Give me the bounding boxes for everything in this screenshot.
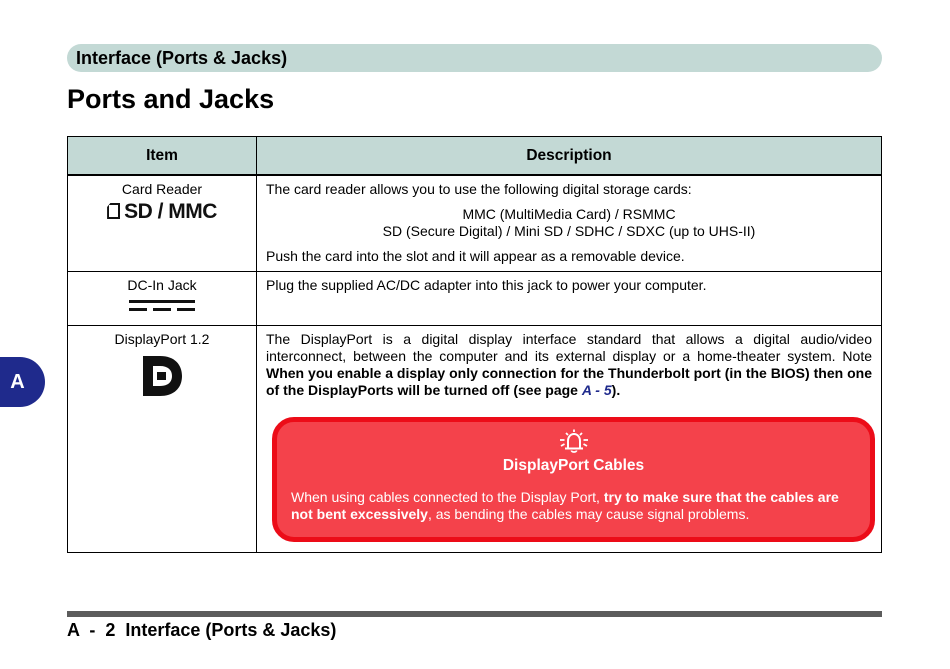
caution-text-part: , as bending the cables may cause signal problems. xyxy=(427,506,750,522)
caution-box xyxy=(272,417,875,542)
section-header-band xyxy=(67,44,882,72)
sd-mmc-logo-icon xyxy=(107,200,217,224)
displayport-icon xyxy=(140,354,184,398)
footer-rule xyxy=(67,611,882,617)
alarm-bell-icon xyxy=(557,429,591,453)
card-type-list-item: MMC (MultiMedia Card) / RSMMC xyxy=(462,206,676,222)
table-row-displayport xyxy=(68,326,882,553)
page-reference-link[interactable]: A - 5 xyxy=(581,382,612,398)
thunderbolt-note xyxy=(266,365,872,398)
item-label: DisplayPort 1.2 xyxy=(114,331,210,347)
caution-text xyxy=(291,489,856,523)
caution-text-part: When using cables connected to the Display Port, xyxy=(291,489,604,505)
dc-in-description: Plug the supplied AC/DC adapter into this jack to power your computer. xyxy=(266,277,707,293)
item-cell xyxy=(68,272,257,326)
card-reader-intro: The card reader allows you to use the following digital storage cards: xyxy=(266,181,692,197)
caution-text-emphasis: try to make sure that the cables are not bent excessively xyxy=(291,489,839,522)
description-cell xyxy=(257,326,882,553)
dc-power-icon xyxy=(129,298,195,312)
description-cell xyxy=(257,272,882,326)
item-cell xyxy=(68,326,257,553)
item-label: DC-In Jack xyxy=(127,277,197,293)
item-label: Card Reader xyxy=(121,181,203,197)
page-title: Ports and Jacks xyxy=(67,84,275,114)
ports-table xyxy=(67,136,882,553)
displayport-description xyxy=(266,331,872,399)
card-reader-outro: Push the card into the slot and it will appear as a removable device. xyxy=(266,248,685,264)
description-cell xyxy=(257,175,882,272)
appendix-side-tab: A xyxy=(0,357,45,407)
table-row-card-reader xyxy=(68,175,882,272)
footer-page-label: A - 2 Interface (Ports & Jacks) xyxy=(67,620,337,640)
table-row-dc-in-jack xyxy=(68,272,882,326)
displayport-desc-text: The DisplayPort is a digital display interface standard that allows a digital audio/video interconnect, between the computer and its external display or a home-theater system. Note xyxy=(266,331,872,364)
table-header-row xyxy=(68,137,882,176)
item-cell xyxy=(68,175,257,272)
column-header-item: Item xyxy=(68,137,257,176)
thunderbolt-note-text: When you enable a display only connection for the Thunderbolt port (in the BIOS) then one of the DisplayPorts will be turned off (see page xyxy=(266,365,872,398)
thunderbolt-note-end: ). xyxy=(611,382,621,398)
column-header-description: Description xyxy=(257,137,882,176)
card-type-list-item: SD (Secure Digital) / Mini SD / SDHC / SDXC (up to UHS-II) xyxy=(382,223,756,239)
memory-card-icon xyxy=(107,203,120,219)
sd-mmc-logo-text: SD / MMC xyxy=(124,200,217,223)
section-label: Interface (Ports & Jacks) xyxy=(76,48,288,68)
caution-title: DisplayPort Cables xyxy=(502,457,645,474)
